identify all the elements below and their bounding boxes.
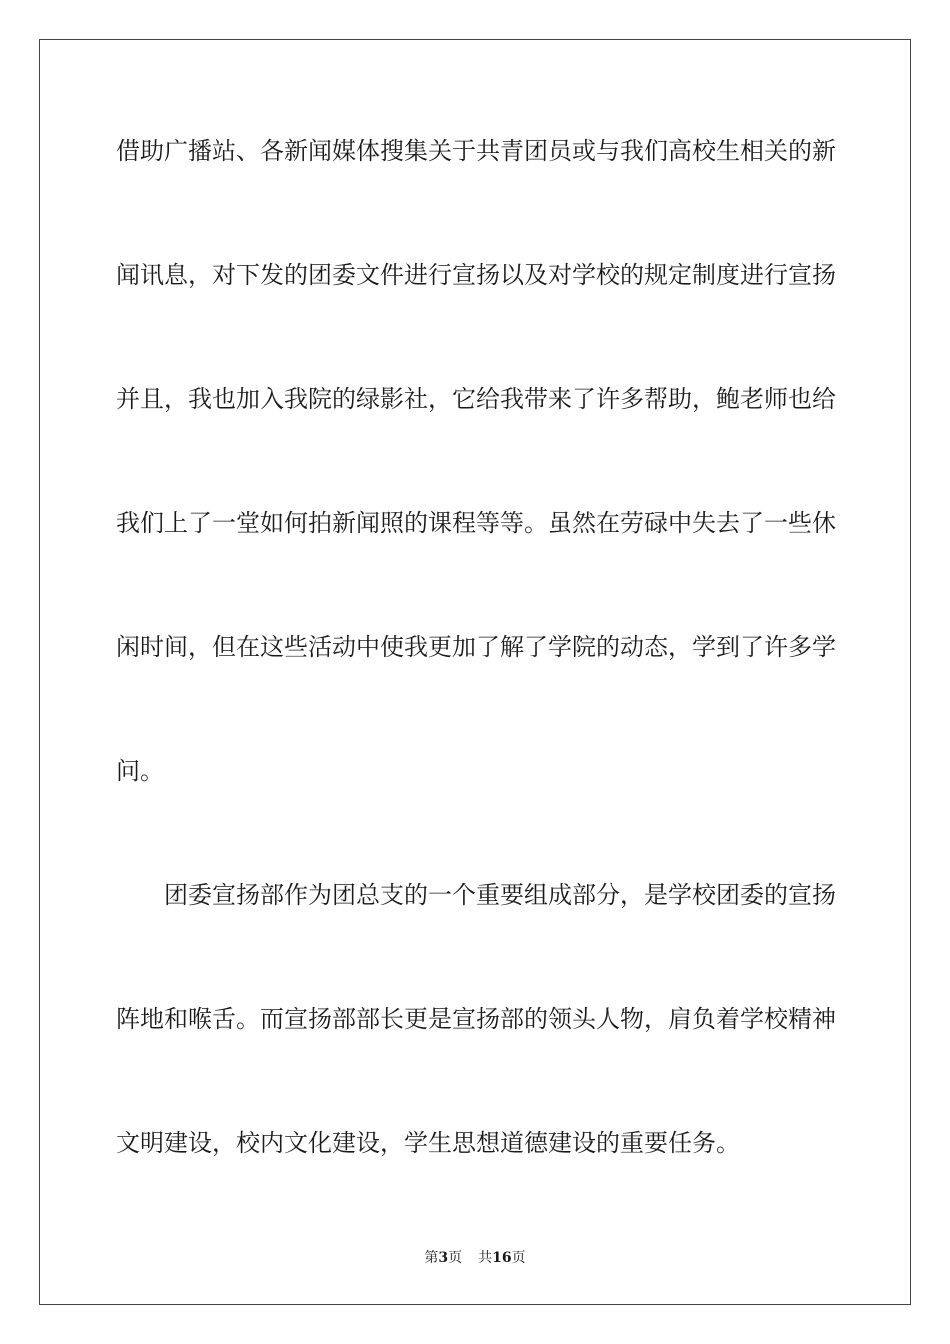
paragraph-1-line-1: 借助广播站、各新闻媒体搜集关于共青团员或与我们高校生相关的新 [116, 137, 836, 165]
page-border [39, 39, 911, 1305]
paragraph-1-line-4: 我们上了一堂如何拍新闻照的课程等等。虽然在劳碌中失去了一些休 [116, 509, 836, 537]
paragraph-1-line-6: 问。 [116, 757, 164, 785]
footer-total-suffix: 页 [511, 1250, 526, 1266]
paragraph-1-line-5: 闲时间，但在这些活动中使我更加了解了学院的动态，学到了许多学 [116, 633, 836, 661]
paragraph-2-line-3: 文明建设，校内文化建设，学生思想道德建设的重要任务。 [116, 1129, 740, 1157]
footer-total-prefix: 共 [478, 1250, 493, 1266]
paragraph-1-line-3: 并且，我也加入我院的绿影社，它给我带来了许多帮助，鲍老师也给 [116, 385, 836, 413]
paragraph-2-line-1: 团委宣扬部作为团总支的一个重要组成部分，是学校团委的宣扬 [164, 881, 836, 909]
paragraph-1-line-2: 闻讯息，对下发的团委文件进行宣扬以及对学校的规定制度进行宣扬 [116, 261, 836, 289]
footer-page-total: 16 [492, 1250, 512, 1266]
paragraph-2-line-2: 阵地和喉舌。而宣扬部部长更是宣扬部的领头人物，肩负着学校精神 [116, 1005, 836, 1033]
footer-page-suffix: 页 [448, 1250, 463, 1266]
footer-page-current: 3 [438, 1250, 449, 1266]
page-footer [0, 1249, 950, 1267]
footer-page-prefix: 第 [424, 1250, 439, 1266]
